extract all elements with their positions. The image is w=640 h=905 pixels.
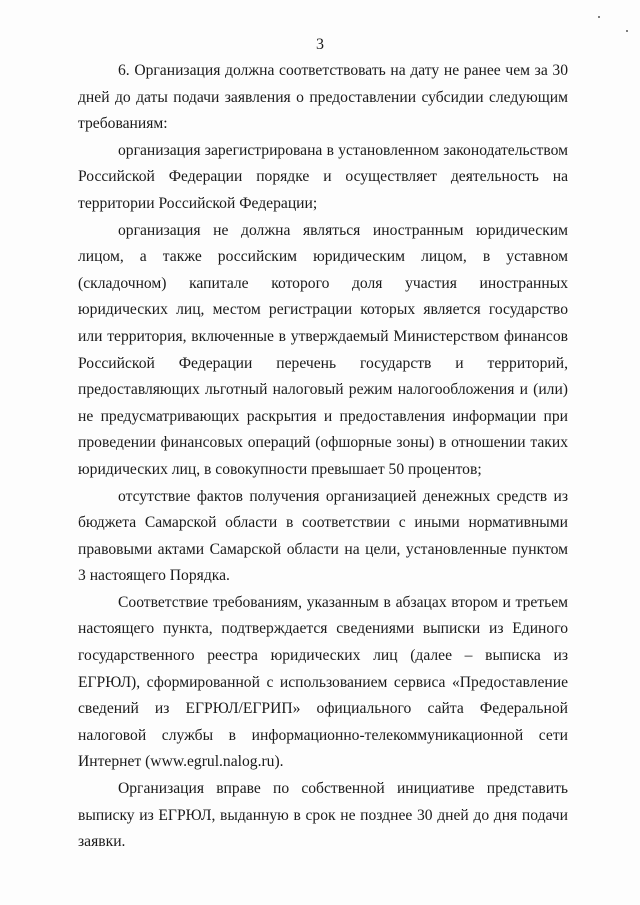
paragraph-requirements-intro: 6. Организация должна соответствовать на дату не ранее чем за 30 дней до даты подачи заявления о предоставлении субсидии следующим требованиям: (78, 62, 568, 133)
paragraph-registration: организация зарегистрирована в установленном законодательством Российской Федерации порядке и осуществляет деятельность на территории Российской Федерации; (78, 141, 568, 212)
scan-speck (598, 16, 600, 18)
page-number: 3 (316, 36, 324, 53)
paragraph-no-budget-funds: отсутствие фактов получения организацией денежных средств из бюджета Самарской области в соответствии с иными нормативными правовыми актами Самарской области на цели, установленные пунктом 3 настоящего Порядка. (78, 487, 568, 585)
scan-speck (626, 30, 628, 32)
paragraph-foreign-entity: организация не должна являться иностранным юридическим лицом, а также российским юридическим лицом, в уставном (складочном) капитале которого доля участия иностранных юридических лиц, местом регистрации которых является государство или территория, включенные в утверждаемый Министерством финансов Российской Федерации перечень государств и территорий, предоставляющих льготный налоговый режим налогообложения и (или) не предусматривающих раскрытия и предоставления информации при проведении финансовых операций (офшорные зоны) в отношении таких юридических лиц, в совокупности превышает 50 процентов; (78, 221, 568, 478)
paragraph-egrul-initiative: Организация вправе по собственной инициативе представить выписку из ЕГРЮЛ, выданную в срок не позднее 30 дней до дня подачи заявки. (78, 780, 568, 851)
paragraph-egrul-confirmation: Соответствие требованиям, указанным в абзацах втором и третьем настоящего пункта, подтверждается сведениями выписки из Единого государственного реестра юридических лиц (далее – выписка из ЕГРЮЛ), сформированной с использованием сервиса «Предоставление сведений из ЕГРЮЛ/ЕГРИП» официального сайта Федеральной налоговой службы в информационно-телекоммуникационной сети Интернет (www.egrul.nalog.ru). (78, 593, 568, 771)
document-body (78, 58, 568, 856)
